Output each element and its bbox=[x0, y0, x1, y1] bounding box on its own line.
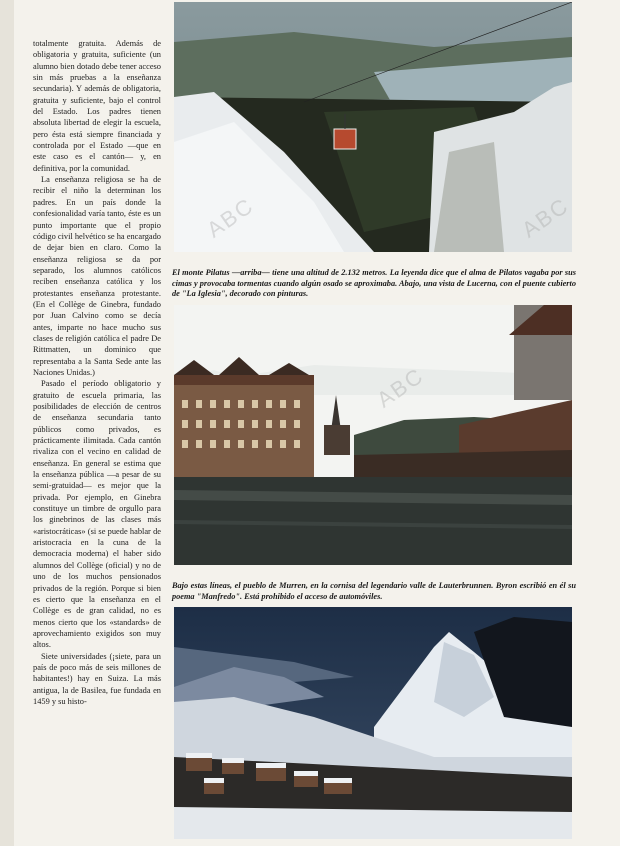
article-text-column bbox=[33, 38, 161, 838]
caption-pilatus-lucerne: El monte Pilatus —arriba— tiene una altitud de 2.132 metros. La leyenda dice que el alma de Pilatos vagaba por sus cimas y provocaba tormentas cuando algún osado se aproximaba. Abajo, una vista de Lucerna, con el puente cubierto de "La Iglesia", decorado con pinturas. bbox=[172, 268, 576, 299]
watermark: ABC bbox=[372, 362, 429, 413]
photo-lucerne-bridge bbox=[174, 305, 572, 565]
article-paragraph: Siete universidades (¡siete, para un país de poco más de seis millones de habitantes!) hay en Suiza. La más antigua, la de Basilea, fue fundada en 1459 y su histo- bbox=[33, 651, 161, 706]
photo-murren-village bbox=[174, 607, 572, 839]
photo-mount-pilatus bbox=[174, 2, 572, 252]
watermark: ABC bbox=[202, 192, 259, 243]
article-paragraph: Pasado el período obligatorio y gratuito de escuela primaria, las posibilidades de elección de centros de enseñanza secundaria tanto públicos como privados, es prácticamente ilimitada. Cada cantón rivaliza con el vecino en calidad de enseñanza. En general se estima que la enseñanza pública —a pesar de su semi-gratuidad— es mejor que la privada. Por ejemplo, en Ginebra constituye un timbre de orgullo para los ginebrinos de las clases más «aristocráticas» (si se puede hablar de aristocracia en la cuna de la democracia moderna) el haber sido alumnos del Collège (oficial) y no de uno de los muchos pensionados privados de la región. Porque si bien es cierto que la enseñanza en el Collège es de gran calidad, no es menos cierto que los «standards» de aprovechamiento exigidos son muy altos. bbox=[33, 379, 161, 650]
caption-murren: Bajo estas líneas, el pueblo de Murren, en la cornisa del legendario valle de Lauterbrunnen. Byron escribió en él su poema "Manfredo". Está prohibido el acceso de automóviles. bbox=[172, 581, 576, 601]
watermark: ABC bbox=[517, 192, 574, 243]
page-margin bbox=[0, 0, 14, 846]
article-paragraph: totalmente gratuita. Además de obligatoria y gratuita, suficiente (un alumno bien dotado debe tener acceso sin más pruebas a la enseñanza secundaria). Y además de obligatoria, gratuita y suficiente, bajo el control del Estado. Los padres tienen absoluta libertad de elegir la escuela, pero ésta está siempre financiada y controlada por el Estado —que en este caso es el cantón— y, en definitiva, por la comunidad. bbox=[33, 39, 161, 173]
article-paragraph: La enseñanza religiosa se ha de recibir el niño la determinan los padres. En un país donde la confesionalidad varía tanto, éste es un punto importante que el propio código civil helvético se ha encargado de dejar bien en claro. Como la enseñanza religiosa se da por separado, los alumnos católicos reciben enseñanza católica y los protestantes enseñanza protestante. (En el Collège de Ginebra, fundado por Juan Calvino como se decía antes, imparte no hace mucho sus clases de religión católica el padre De Rittmatten, un dominico que representaba a la Santa Sede ante las Naciones Unidas.) bbox=[33, 175, 161, 377]
